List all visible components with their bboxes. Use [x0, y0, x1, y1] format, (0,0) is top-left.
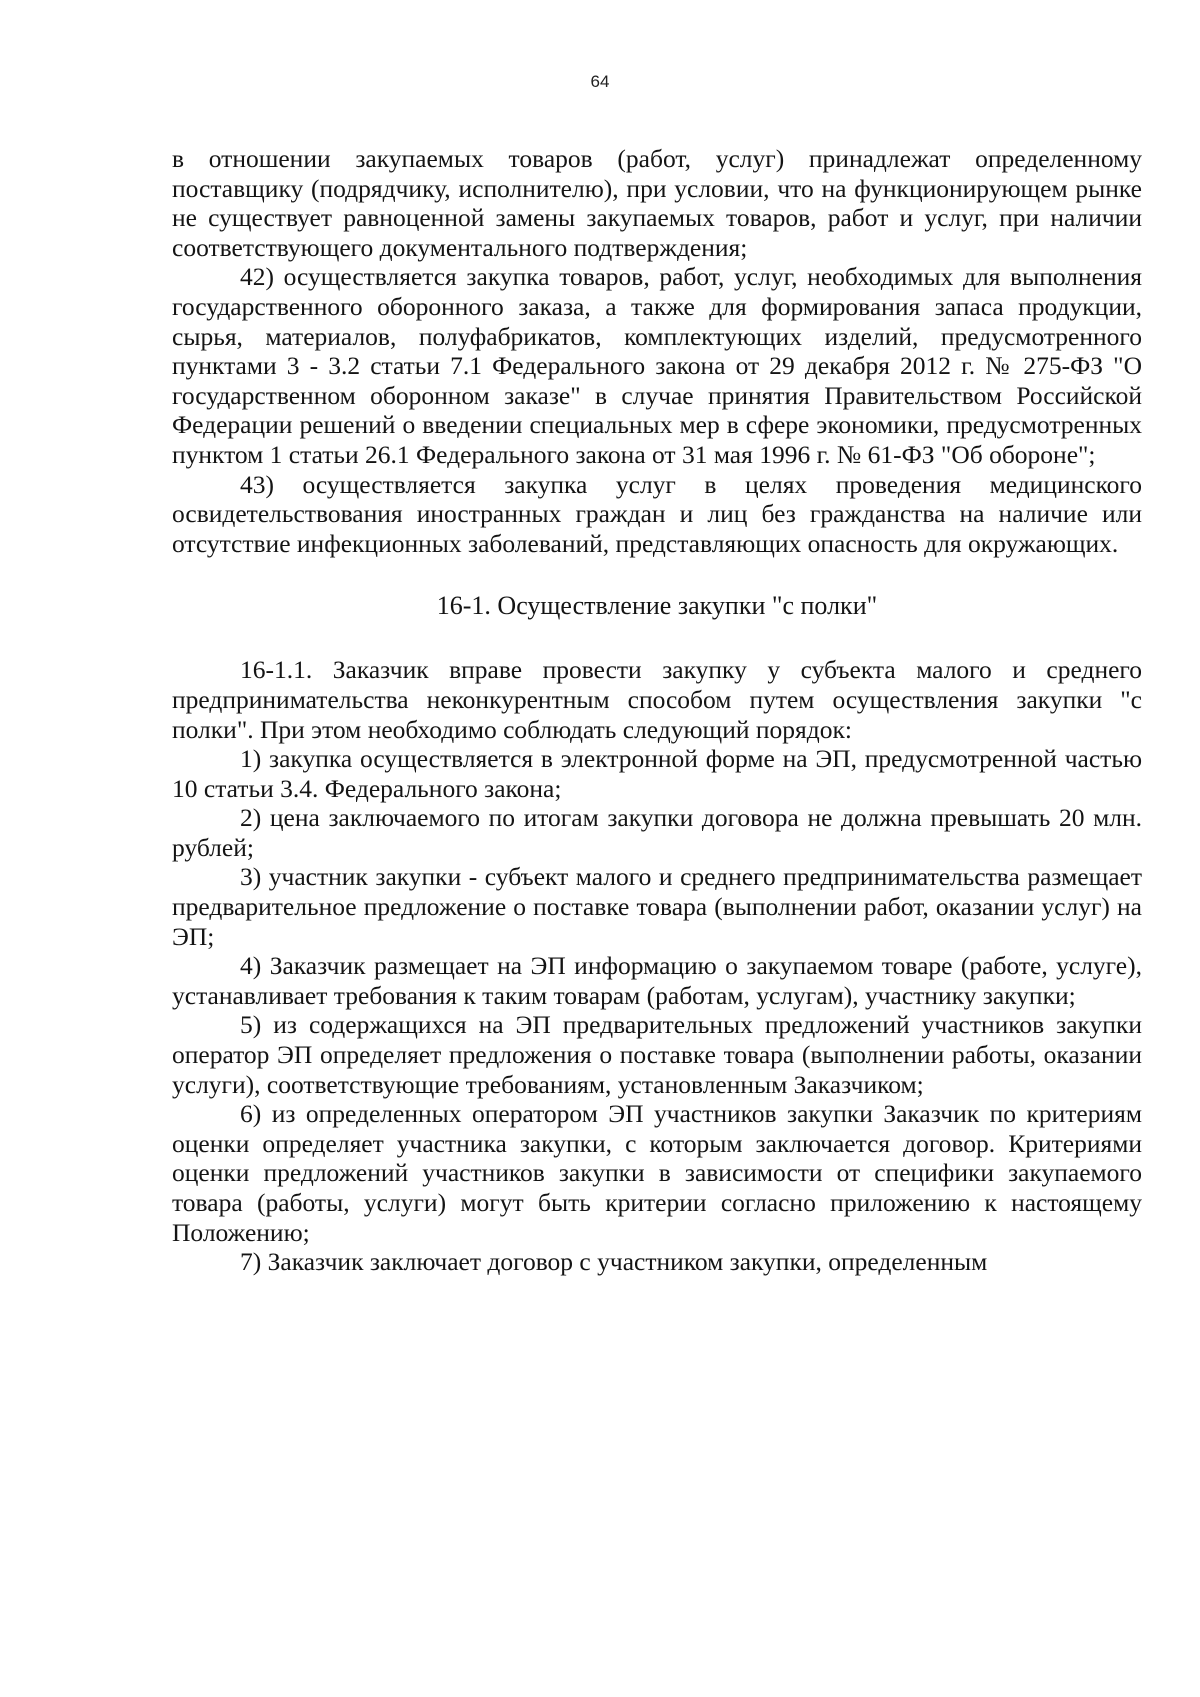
continuation-paragraph: в отношении закупаемых товаров (работ, услуг) принадлежат определенному поставщику (подрядчику, исполнителю), при условии, что на функционирующем рынке не существует равноценной замены закупаемых товаров, работ и услуг, при наличии соответствующего документального подтверждения;: [172, 144, 1142, 262]
list-item-3: 3) участник закупки - субъект малого и среднего предпринимательства размещает предварительное предложение о поставке товара (выполнении работ, оказании услуг) на ЭП;: [172, 862, 1142, 951]
page-number: 64: [590, 72, 610, 91]
list-item-5: 5) из содержащихся на ЭП предварительных предложений участников закупки оператор ЭП определяет предложения о поставке товара (выполнении работы, оказании услуги), соответствующие требованиям, установленным Заказчиком;: [172, 1010, 1142, 1099]
clause-42: 42) осуществляется закупка товаров, работ, услуг, необходимых для выполнения государственного оборонного заказа, а также для формирования запаса продукции, сырья, материалов, полуфабрикатов, комплектующих изделий, предусмотренного пунктами 3 - 3.2 статьи 7.1 Федерального закона от 29 декабря 2012 г. № 275-ФЗ "О государственном оборонном заказе" в случае принятия Правительством Российской Федерации решений о введении специальных мер в сфере экономики, предусмотренных пунктом 1 статьи 26.1 Федерального закона от 31 мая 1996 г. № 61-ФЗ "Об обороне";: [172, 262, 1142, 469]
list-item-6: 6) из определенных оператором ЭП участников закупки Заказчик по критериям оценки определяет участника закупки, с которым заключается договор. Критериями оценки предложений участников закупки в зависимости от специфики закупаемого товара (работы, услуги) могут быть критерии согласно приложению к настоящему Положению;: [172, 1099, 1142, 1247]
section-heading: 16-1. Осуществление закупки "с полки": [436, 591, 878, 621]
list-item-1: 1) закупка осуществляется в электронной форме на ЭП, предусмотренной частью 10 статьи 3.4. Федерального закона;: [172, 744, 1142, 803]
list-item-7: 7) Заказчик заключает договор с участником закупки, определенным: [240, 1247, 988, 1277]
list-item-2: 2) цена заключаемого по итогам закупки договора не должна превышать 20 млн. рублей;: [172, 803, 1142, 862]
list-item-4: 4) Заказчик размещает на ЭП информацию о закупаемом товаре (работе, услуге), устанавливает требования к таким товарам (работам, услугам), участнику закупки;: [172, 951, 1142, 1010]
section-item-list: [172, 744, 1142, 1277]
section-intro-paragraph: 16-1.1. Заказчик вправе провести закупку у субъекта малого и среднего предпринимательства неконкурентным способом путем осуществления закупки "с полки". При этом необходимо соблюдать следующий порядок:: [172, 655, 1142, 744]
clause-43: 43) осуществляется закупка услуг в целях проведения медицинского освидетельствования иностранных граждан и лиц без гражданства на наличие или отсутствие инфекционных заболеваний, представляющих опасность для окружающих.: [172, 469, 1142, 558]
document-body: [172, 144, 1142, 1277]
